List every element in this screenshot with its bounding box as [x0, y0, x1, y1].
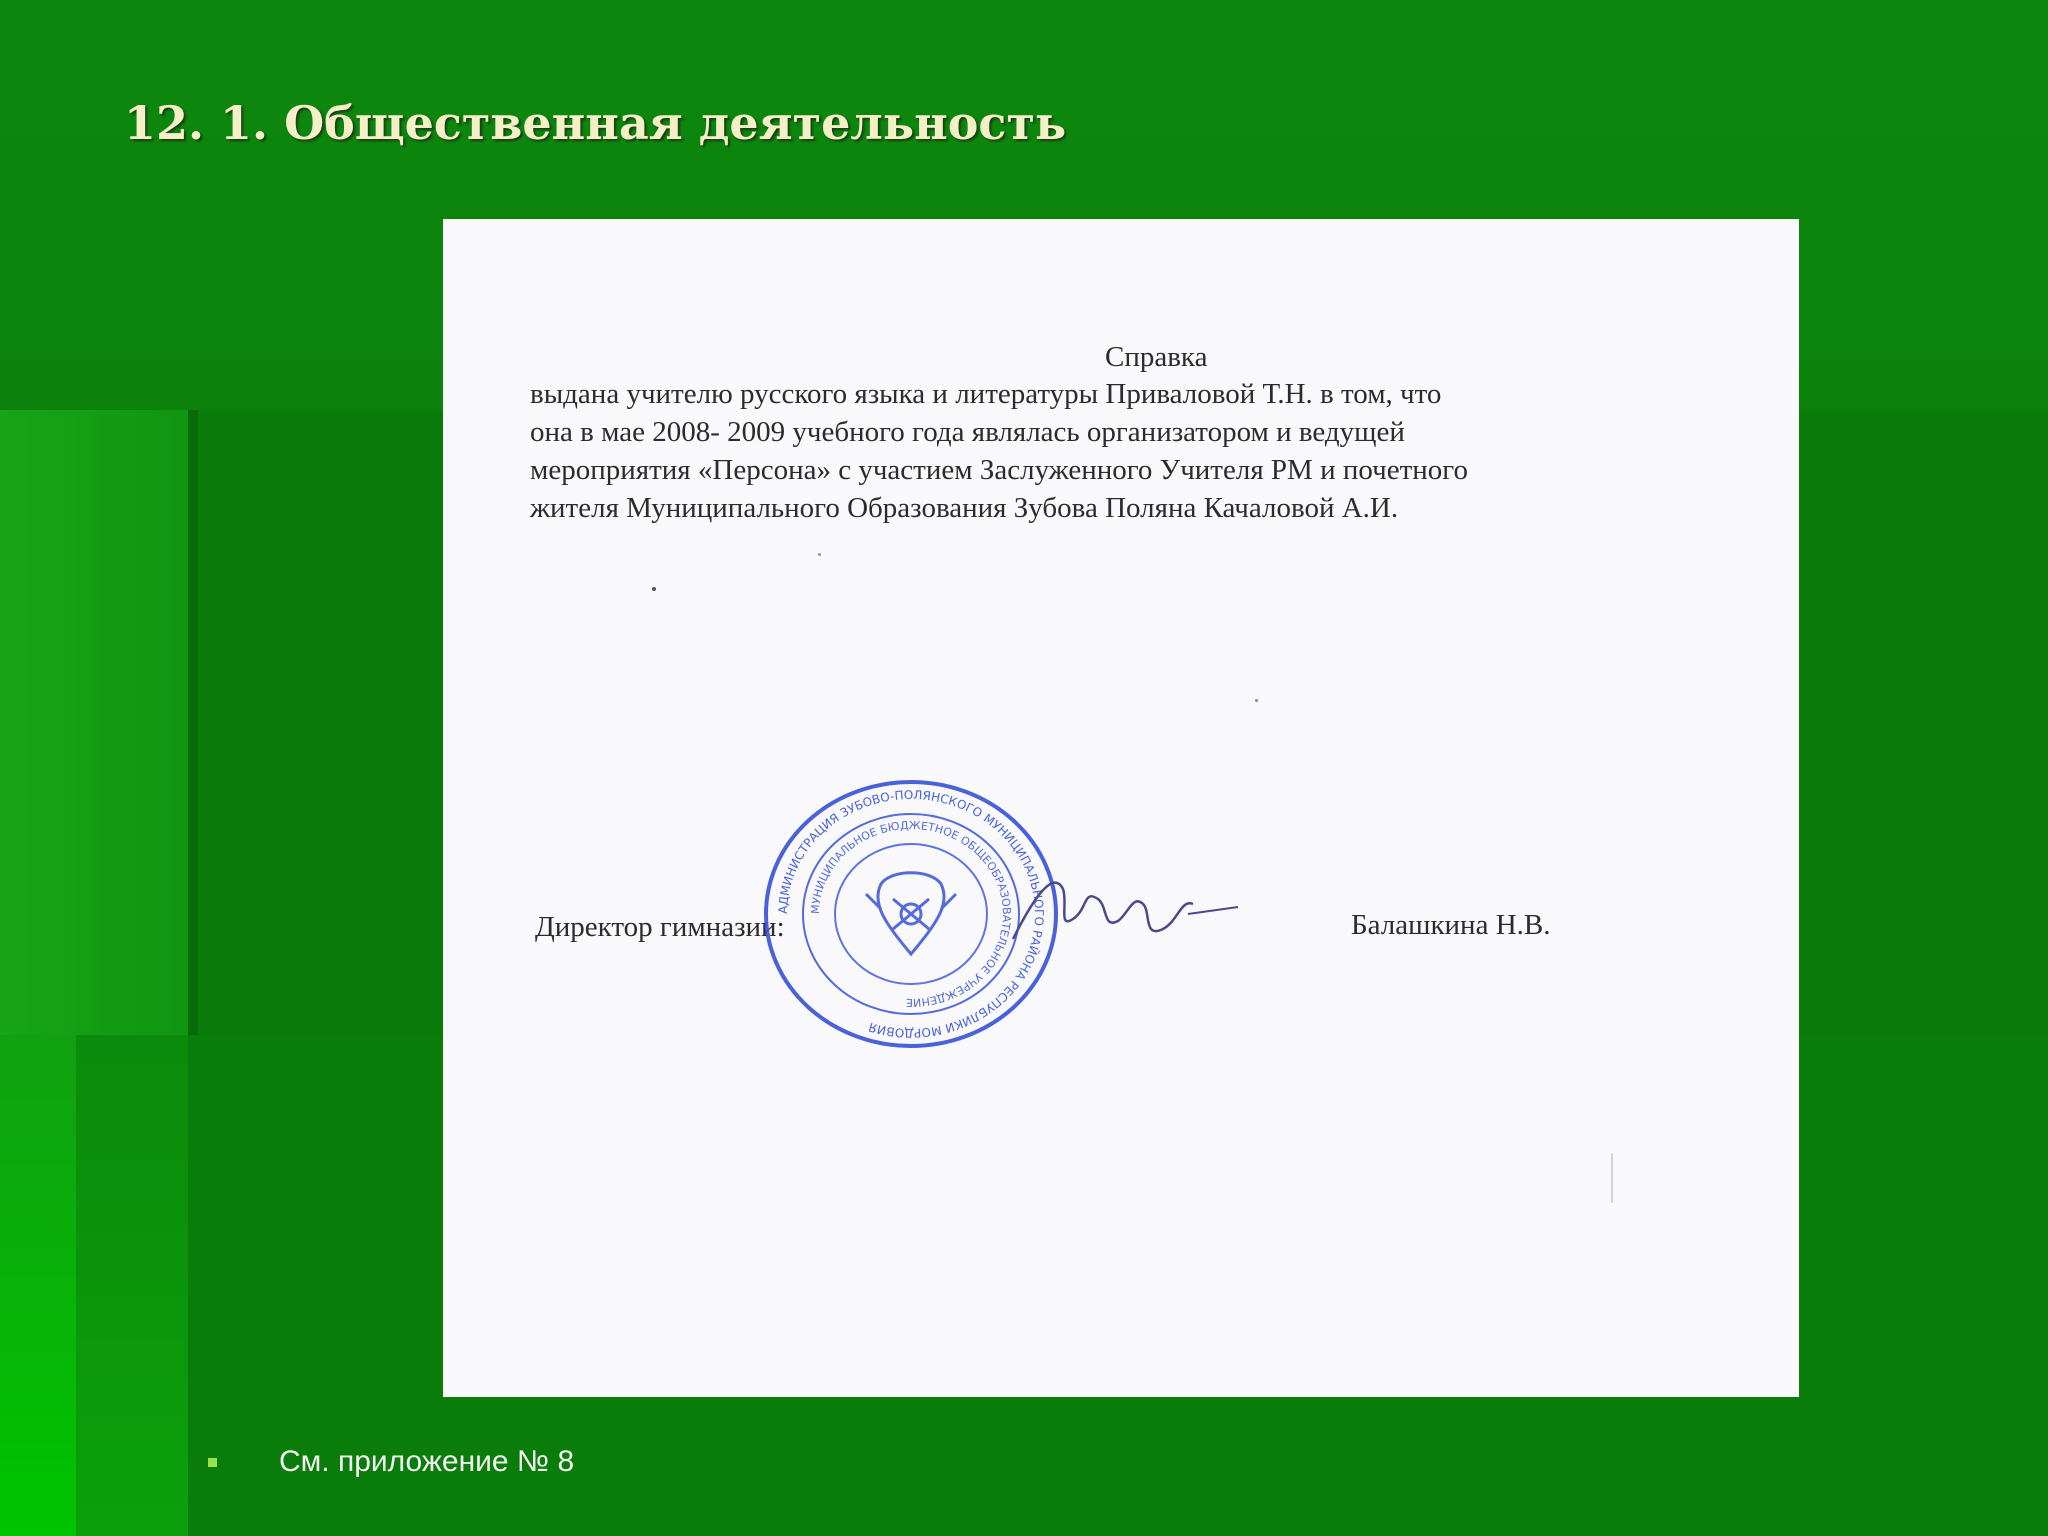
certificate-line: жителя Муниципального Образования Зубова Поляна Качаловой А.И.: [530, 492, 1399, 524]
scan-speck: [652, 587, 656, 591]
certificate-line: выдана учителю русского языка и литературы Приваловой Т.Н. в том, что: [530, 378, 1442, 410]
slide-title: 12. 1. Общественная деятельность: [124, 96, 1067, 150]
svg-text:АДМИНИСТРАЦИЯ ЗУБОВО-ПОЛЯНСКОГ: АДМИНИСТРАЦИЯ ЗУБОВО-ПОЛЯНСКОГО МУНИЦИПАЛЬНОГО РАЙОНА РЕСПУБЛИКИ МОРДОВИЯ: [775, 787, 1047, 1041]
scanned-certificate: [443, 219, 1799, 1397]
certificate-heading: Справка: [1105, 341, 1208, 373]
scan-speck: [1255, 699, 1258, 702]
signatory-name: Балашкина Н.В.: [1351, 909, 1551, 941]
certificate-line: она в мае 2008- 2009 учебного года являлась организатором и ведущей: [530, 416, 1405, 448]
footnote-bullet-item: [208, 1445, 574, 1479]
bullet-square-icon: [208, 1458, 217, 1467]
appendix-reference: См. приложение № 8: [279, 1445, 575, 1478]
background-left-panel: [0, 410, 190, 1040]
svg-text:МУНИЦИПАЛЬНОЕ БЮДЖЕТНОЕ ОБЩЕОБ: МУНИЦИПАЛЬНОЕ БЮДЖЕТНОЕ ОБЩЕОБРАЗОВАТЕЛЬНОЕ УЧРЕЖДЕНИЕ: [808, 818, 1014, 1010]
certificate-line: мероприятия «Персона» с участием Заслуженного Учителя РМ и почетного: [530, 454, 1468, 486]
signatory-title: Директор гимназии:: [535, 911, 785, 943]
scan-speck: [818, 553, 821, 556]
scan-mark: [1611, 1153, 1613, 1203]
handwritten-signature: [1003, 859, 1243, 959]
background-edge: [188, 410, 198, 1045]
background-left-strip: [0, 1035, 76, 1536]
background-left-strip-inner: [76, 1035, 188, 1536]
